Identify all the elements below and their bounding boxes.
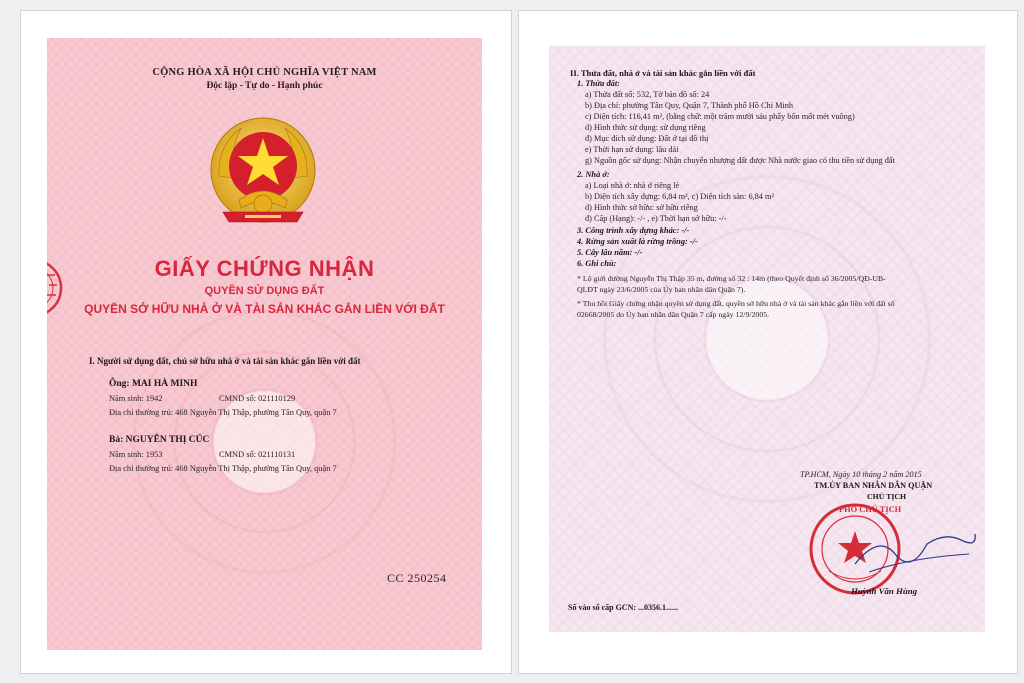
certificate-front-page (47, 38, 482, 650)
house-ownership-form: d) Hình thức sở hữu: sở hữu riêng (585, 203, 698, 212)
other-construction: 3. Công trình xây dựng khác: -/- (577, 226, 690, 235)
land-usage-purpose: đ) Mục đích sử dụng: Đất ở tại đô thị (585, 134, 709, 143)
note1-line1: * Lộ giới đường Nguyễn Thị Thập 35 m, đường số 32 : 14m (theo Quyết định số 36/2005/QĐ-UB- (577, 274, 886, 283)
handwritten-signature-icon (849, 514, 979, 584)
signer-name: Huỳnh Văn Hùng (851, 586, 918, 596)
owner-section-title: I. Người sử dụng đất, chủ sở hữu nhà ở và tài sản khác gắn liền với đất (89, 356, 361, 366)
house-heading: 2. Nhà ở: (577, 170, 610, 179)
land-parcel-number: a) Thửa đất số: 532, Tờ bản đồ số: 24 (585, 90, 710, 99)
planted-forest: 4. Rừng sản xuất là rừng trồng: -/- (577, 237, 698, 246)
land-heading: 1. Thửa đất: (577, 79, 620, 88)
national-motto: Độc lập - Tự do - Hạnh phúc (206, 81, 323, 91)
note2-line2: 02668/2005 do Ủy ban nhân dân Quận 7 cấp ngày 12/9/2005. (577, 310, 770, 319)
land-area: c) Diện tích: 116,41 m², (bằng chữ: một trăm mười sáu phẩy bốn mốt mét vuông) (585, 112, 855, 121)
certificate-back-page (549, 46, 985, 632)
owner1-address: Địa chỉ thường trú: 468 Nguyễn Thị Thập, phường Tân Quy, quận 7 (109, 408, 337, 417)
house-type: a) Loại nhà ở: nhà ở riêng lẻ (585, 181, 680, 190)
issue-date: TP.HCM, Ngày 10 tháng 2 năm 2015 (800, 470, 922, 479)
owner1-name: Ông: MAI HÀ MINH (109, 379, 198, 389)
chairman-title: CHỦ TỊCH (867, 492, 907, 501)
land-usage-term: e) Thời hạn sử dụng: lâu dài (585, 145, 679, 154)
owner2-address: Địa chỉ thường trú: 468 Nguyễn Thị Thập, phường Tân Quy, quận 7 (109, 464, 337, 473)
land-section-title: II. Thửa đất, nhà ở và tài sản khác gắn liền với đất (570, 68, 756, 78)
land-usage-origin: g) Nguồn gốc sử dụng: Nhận chuyển nhượng đất được Nhà nước giao có thu tiền sử dụng đất (585, 156, 895, 165)
owner2-id-number: CMND số: 021110131 (219, 450, 296, 459)
vice-chairman-title: PHÓ CHỦ TỊCH (839, 505, 902, 514)
issuing-authority: TM.ỦY BAN NHÂN DÂN QUẬN (814, 481, 933, 490)
land-usage-form: d) Hình thức sử dụng: sử dụng riêng (585, 123, 706, 132)
owner1-birth-year: Năm sinh: 1942 (109, 394, 163, 403)
national-emblem-icon (205, 116, 321, 232)
notes-heading: 6. Ghi chú: (577, 259, 617, 268)
note1-line2: QLĐT ngày 23/6/2005 của Ủy ban nhân dân Quận 7). (577, 285, 746, 294)
house-grade-term: đ) Cấp (Hạng): -/- , e) Thời hạn sở hữu: -/- (585, 214, 727, 223)
owner2-name: Bà: NGUYỄN THỊ CÚC (109, 435, 210, 445)
owner1-id-number: CMND số: 021110129 (219, 394, 296, 403)
land-address: b) Địa chỉ: phường Tân Quy, Quận 7, Thành phố Hồ Chí Minh (585, 101, 794, 110)
owner2-birth-year: Năm sinh: 1953 (109, 450, 163, 459)
registry-number: Số vào sổ cấp GCN: ...0356.1...... (568, 603, 679, 612)
certificate-subtitle-property: QUYỀN SỞ HỮU NHÀ Ở VÀ TÀI SẢN KHÁC GẮN LIỀN VỚI ĐẤT (84, 302, 445, 316)
perennial-trees: 5. Cây lâu năm: -/- (577, 248, 643, 257)
house-area: b) Diện tích xây dựng: 6,84 m², c) Diện tích sàn: 6,84 m² (585, 192, 774, 201)
certificate-serial-number: CC 250254 (387, 571, 447, 585)
national-name: CỘNG HÒA XÃ HỘI CHỦ NGHĨA VIỆT NAM (152, 67, 377, 78)
note2-line1: * Thu hồi Giấy chứng nhận quyền sử dụng đất, quyền sở hữu nhà ở và tài sản khác gắn liền với đất số (577, 299, 895, 308)
certificate-title: GIẤY CHỨNG NHẬN (154, 256, 375, 281)
certificate-subtitle-land: QUYỀN SỬ DỤNG ĐẤT (204, 285, 325, 297)
